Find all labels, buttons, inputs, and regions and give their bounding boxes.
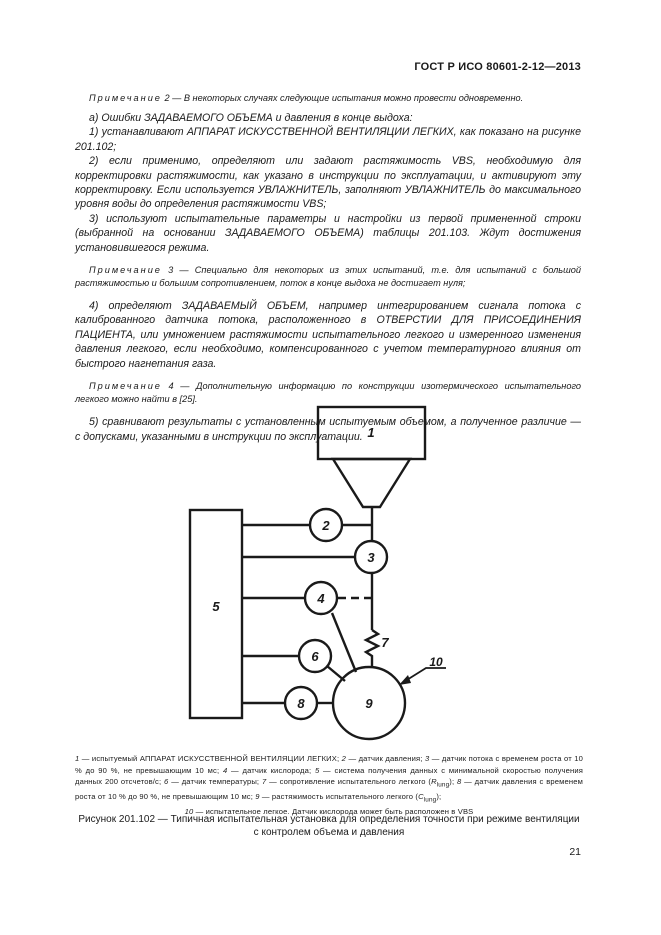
resistance-zigzag <box>366 630 378 666</box>
label-5: 5 <box>212 599 220 614</box>
legend-num-9: 9 <box>255 792 260 802</box>
legend-text-2: — датчик давления; <box>346 754 425 763</box>
caption-line-2: с контролем объема и давления <box>253 826 405 838</box>
legend-text-7b: ); <box>449 777 457 787</box>
step-1: 1) устанавливают АППАРАТ ИСКУССТВЕННОЙ ВЕНТИЛЯЦИИ ЛЕГКИХ, как показано на рисунке 201.102; <box>75 126 581 153</box>
line-sensor-4-lung <box>332 613 356 672</box>
legend-num-3: 3 <box>424 754 430 763</box>
legend-c-symbol: C <box>418 792 424 802</box>
leader-arrow-10 <box>399 675 411 685</box>
label-1: 1 <box>367 425 375 440</box>
label-7: 7 <box>381 635 389 650</box>
legend-r-subscript: lung <box>436 781 450 789</box>
data-acquisition-box <box>190 510 242 718</box>
legend-num-6: 6 <box>164 777 169 787</box>
legend-text-3: — датчик потока с временем роста от 10 % до 90 %, не превышающим 10 мс; <box>75 754 583 775</box>
legend-body <box>75 753 583 806</box>
note-4-text: 4 — Дополнительную информацию по конструкции изотермического испытательного легкого можно найти в [25]. <box>75 381 581 405</box>
note-2-text: 2 — В некоторых случаях следующие испытания можно провести одновременно. <box>161 93 524 103</box>
ventilator-funnel <box>333 459 410 507</box>
step-4: 4) определяют ЗАДАВАЕМЫЙ ОБЪЕМ, например интегрированием сигнала потока с калиброванного датчика потока, расположенного в ОТВЕРСТИИ ДЛЯ ПРИСОЕДИНЕНИЯ ПАЦИЕНТА, или умножением растяжимости испытательного легкого и измеренного изменения давления легкого, если необходимо, компенсированного с учетом температурного влияния от быстрого нагнетания газа. <box>75 300 581 370</box>
label-3: 3 <box>367 550 375 565</box>
legend-text-8: — датчик давления с временем роста от 10 % до 90 %, не превышающим 10 мс; <box>75 777 583 802</box>
legend-num-5: 5 <box>314 765 320 775</box>
legend-text-9b: ); <box>436 792 442 802</box>
label-9: 9 <box>365 696 373 711</box>
legend-text-9: — растяжимость испытательного легкого ( <box>259 792 419 802</box>
page-number: 21 <box>569 846 581 858</box>
figure-legend <box>75 753 583 818</box>
step-2: 2) если применимо, определяют или задают растяжимость VBS, необходимую для корректировки растяжимости, как указано в инструкции по эксплуатации, и активируют эту корректировку. Если используется УВЛАЖНИТЕЛЬ, заполняют УВЛАЖНИТЕЛЬ до максимального уровня воды до определения растяжимости VBS; <box>75 155 581 211</box>
legend-num-1: 1 <box>75 754 80 763</box>
legend-text-1: — испытуемый АППАРАТ ИСКУССТВЕННОЙ ВЕНТИЛЯЦИИ ЛЕГКИХ; <box>79 754 342 763</box>
legend-num-8: 8 <box>457 777 462 787</box>
label-10: 10 <box>429 655 443 669</box>
step-5: 5) сравнивают результаты с установленным испытуемым объемом, а полученное различие — с допусками, указанными в инструкции по эксплуатации. <box>75 416 581 443</box>
legend-text-7: — сопротивление испытательного легкого ( <box>266 777 432 787</box>
label-4: 4 <box>317 591 325 606</box>
legend-text-6: — датчик температуры; <box>168 777 262 787</box>
legend-num-10: 10 <box>184 807 194 817</box>
legend-text-5: — система получения данных с минимальной скоростью получения данных 200 отсчетов/с; <box>75 765 584 787</box>
legend-r-symbol: R <box>431 777 437 787</box>
label-6: 6 <box>311 649 319 664</box>
legend-text-10: — испытательное легкое. Датчик кислорода может быть расположен в VBS <box>193 807 474 817</box>
caption-line-1: Рисунок 201.102 — Типичная испытательная установка для определения точности при режиме вентиляции <box>78 814 580 825</box>
legend-text-4: — датчик кислорода; <box>227 765 315 775</box>
legend-c-subscript: lung <box>423 796 437 804</box>
label-2: 2 <box>322 518 330 533</box>
figure-caption <box>75 814 583 839</box>
legend-num-7: 7 <box>261 777 267 787</box>
legend-num-2: 2 <box>341 754 347 763</box>
item-a: а) Ошибки ЗАДАВАЕМОГО ОБЪЕМА и давления в конце выдоха: <box>89 112 413 124</box>
page-header-standard: ГОСТ Р ИСО 80601-2-12—2013 <box>414 61 581 73</box>
note-4-label: Примечание <box>89 381 162 392</box>
note-2-label: Примечание <box>89 93 162 103</box>
note-3-text: 3 — Специально для некоторых из этих испытаний, т.е. для испытаний с большой растяжимостью и большим сопротивлением, поток в конце выдоха не достигает нуля; <box>75 265 581 289</box>
step-3: 3) используют испытательные параметры и настройки из первой примененной строки (выбранной на основании ЗАДАВАЕМОГО ОБЪЕМА) таблицы 201.103. Ждут достижения установившегося режима. <box>75 212 581 254</box>
note-3-label: Примечание <box>89 265 162 276</box>
label-8: 8 <box>297 696 305 711</box>
legend-num-4: 4 <box>222 765 228 775</box>
